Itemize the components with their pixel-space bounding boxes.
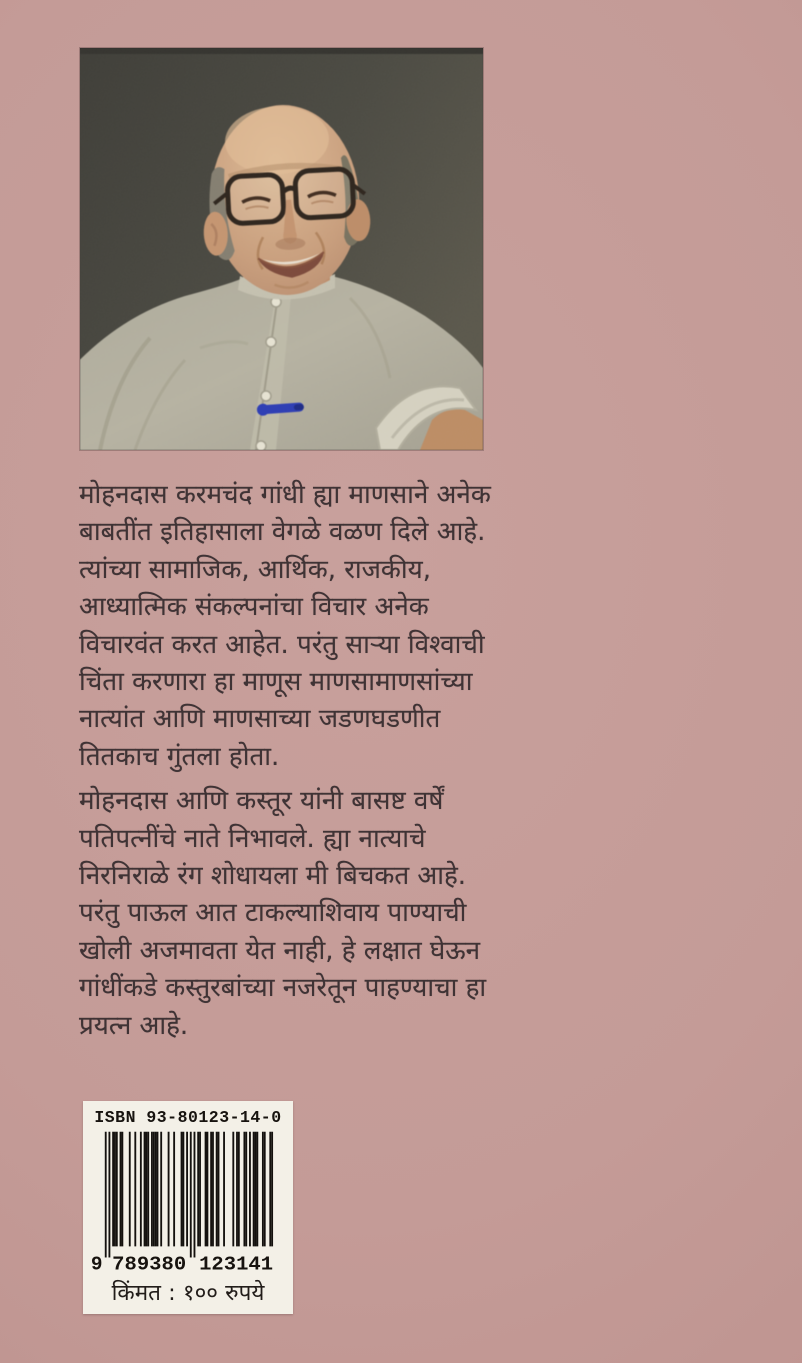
barcode-digits-right: 123141: [199, 1253, 274, 1274]
blurb-line: परंतु पाऊल आत टाकल्याशिवाय पाण्याची: [79, 898, 467, 929]
blurb-line: प्रयत्न आहे.: [79, 1010, 189, 1041]
isbn-number: ISBN 93-80123-14-0: [94, 1108, 282, 1127]
barcode-digits-left: 789380: [112, 1253, 187, 1274]
blurb-line: पतिपत्नींचे नाते निभावले. ह्या नात्याचे: [79, 823, 426, 854]
blurb-line: चिंता करणारा हा माणूस माणसामाणसांच्या: [79, 667, 473, 698]
blurb-line: निरनिराळे रंग शोधायला मी बिचकत आहे.: [79, 861, 467, 892]
photo-grain: [80, 48, 483, 450]
author-portrait-illustration: [80, 48, 483, 450]
back-cover-blurb: [79, 477, 579, 1045]
barcode-bars: [105, 1132, 273, 1258]
blurb-line: मोहनदास करमचंद गांधी ह्या माणसाने अनेक: [79, 480, 491, 510]
author-portrait-photo: [80, 48, 483, 450]
blurb-line: आध्यात्मिक संकल्पनांचा विचार अनेक: [79, 592, 429, 623]
blurb-line: मोहनदास आणि कस्तूर यांनी बासष्ट वर्षें: [79, 786, 444, 817]
blurb-line: त्यांच्या सामाजिक, आर्थिक, राजकीय,: [79, 554, 431, 585]
blurb-line: खोली अजमावता येत नाही, हे लक्षात घेऊन: [79, 935, 481, 966]
price-label: किंमत : १०० रुपये: [111, 1280, 265, 1306]
ean-barcode: [90, 1130, 286, 1274]
blurb-paragraph-2: [79, 783, 579, 1045]
blurb-line: गांधींकडे कस्तुरबांच्या नजरेतून पाहण्याचा हा: [79, 973, 487, 1004]
blurb-line: बाबतींत इतिहासाला वेगळे वळण दिले आहे.: [79, 517, 486, 548]
blurb-paragraph-1: [79, 477, 579, 776]
blurb-line: नात्यांत आणि माणसाच्या जडणघडणीत: [79, 704, 441, 735]
blurb-line: विचारवंत करत आहेत. परंतु साऱ्या विश्वाची: [79, 629, 485, 660]
isbn-barcode-box: [83, 1101, 293, 1314]
blurb-line: तितकाच गुंतला होता.: [79, 741, 280, 772]
barcode-digit-lead: 9: [90, 1253, 103, 1274]
